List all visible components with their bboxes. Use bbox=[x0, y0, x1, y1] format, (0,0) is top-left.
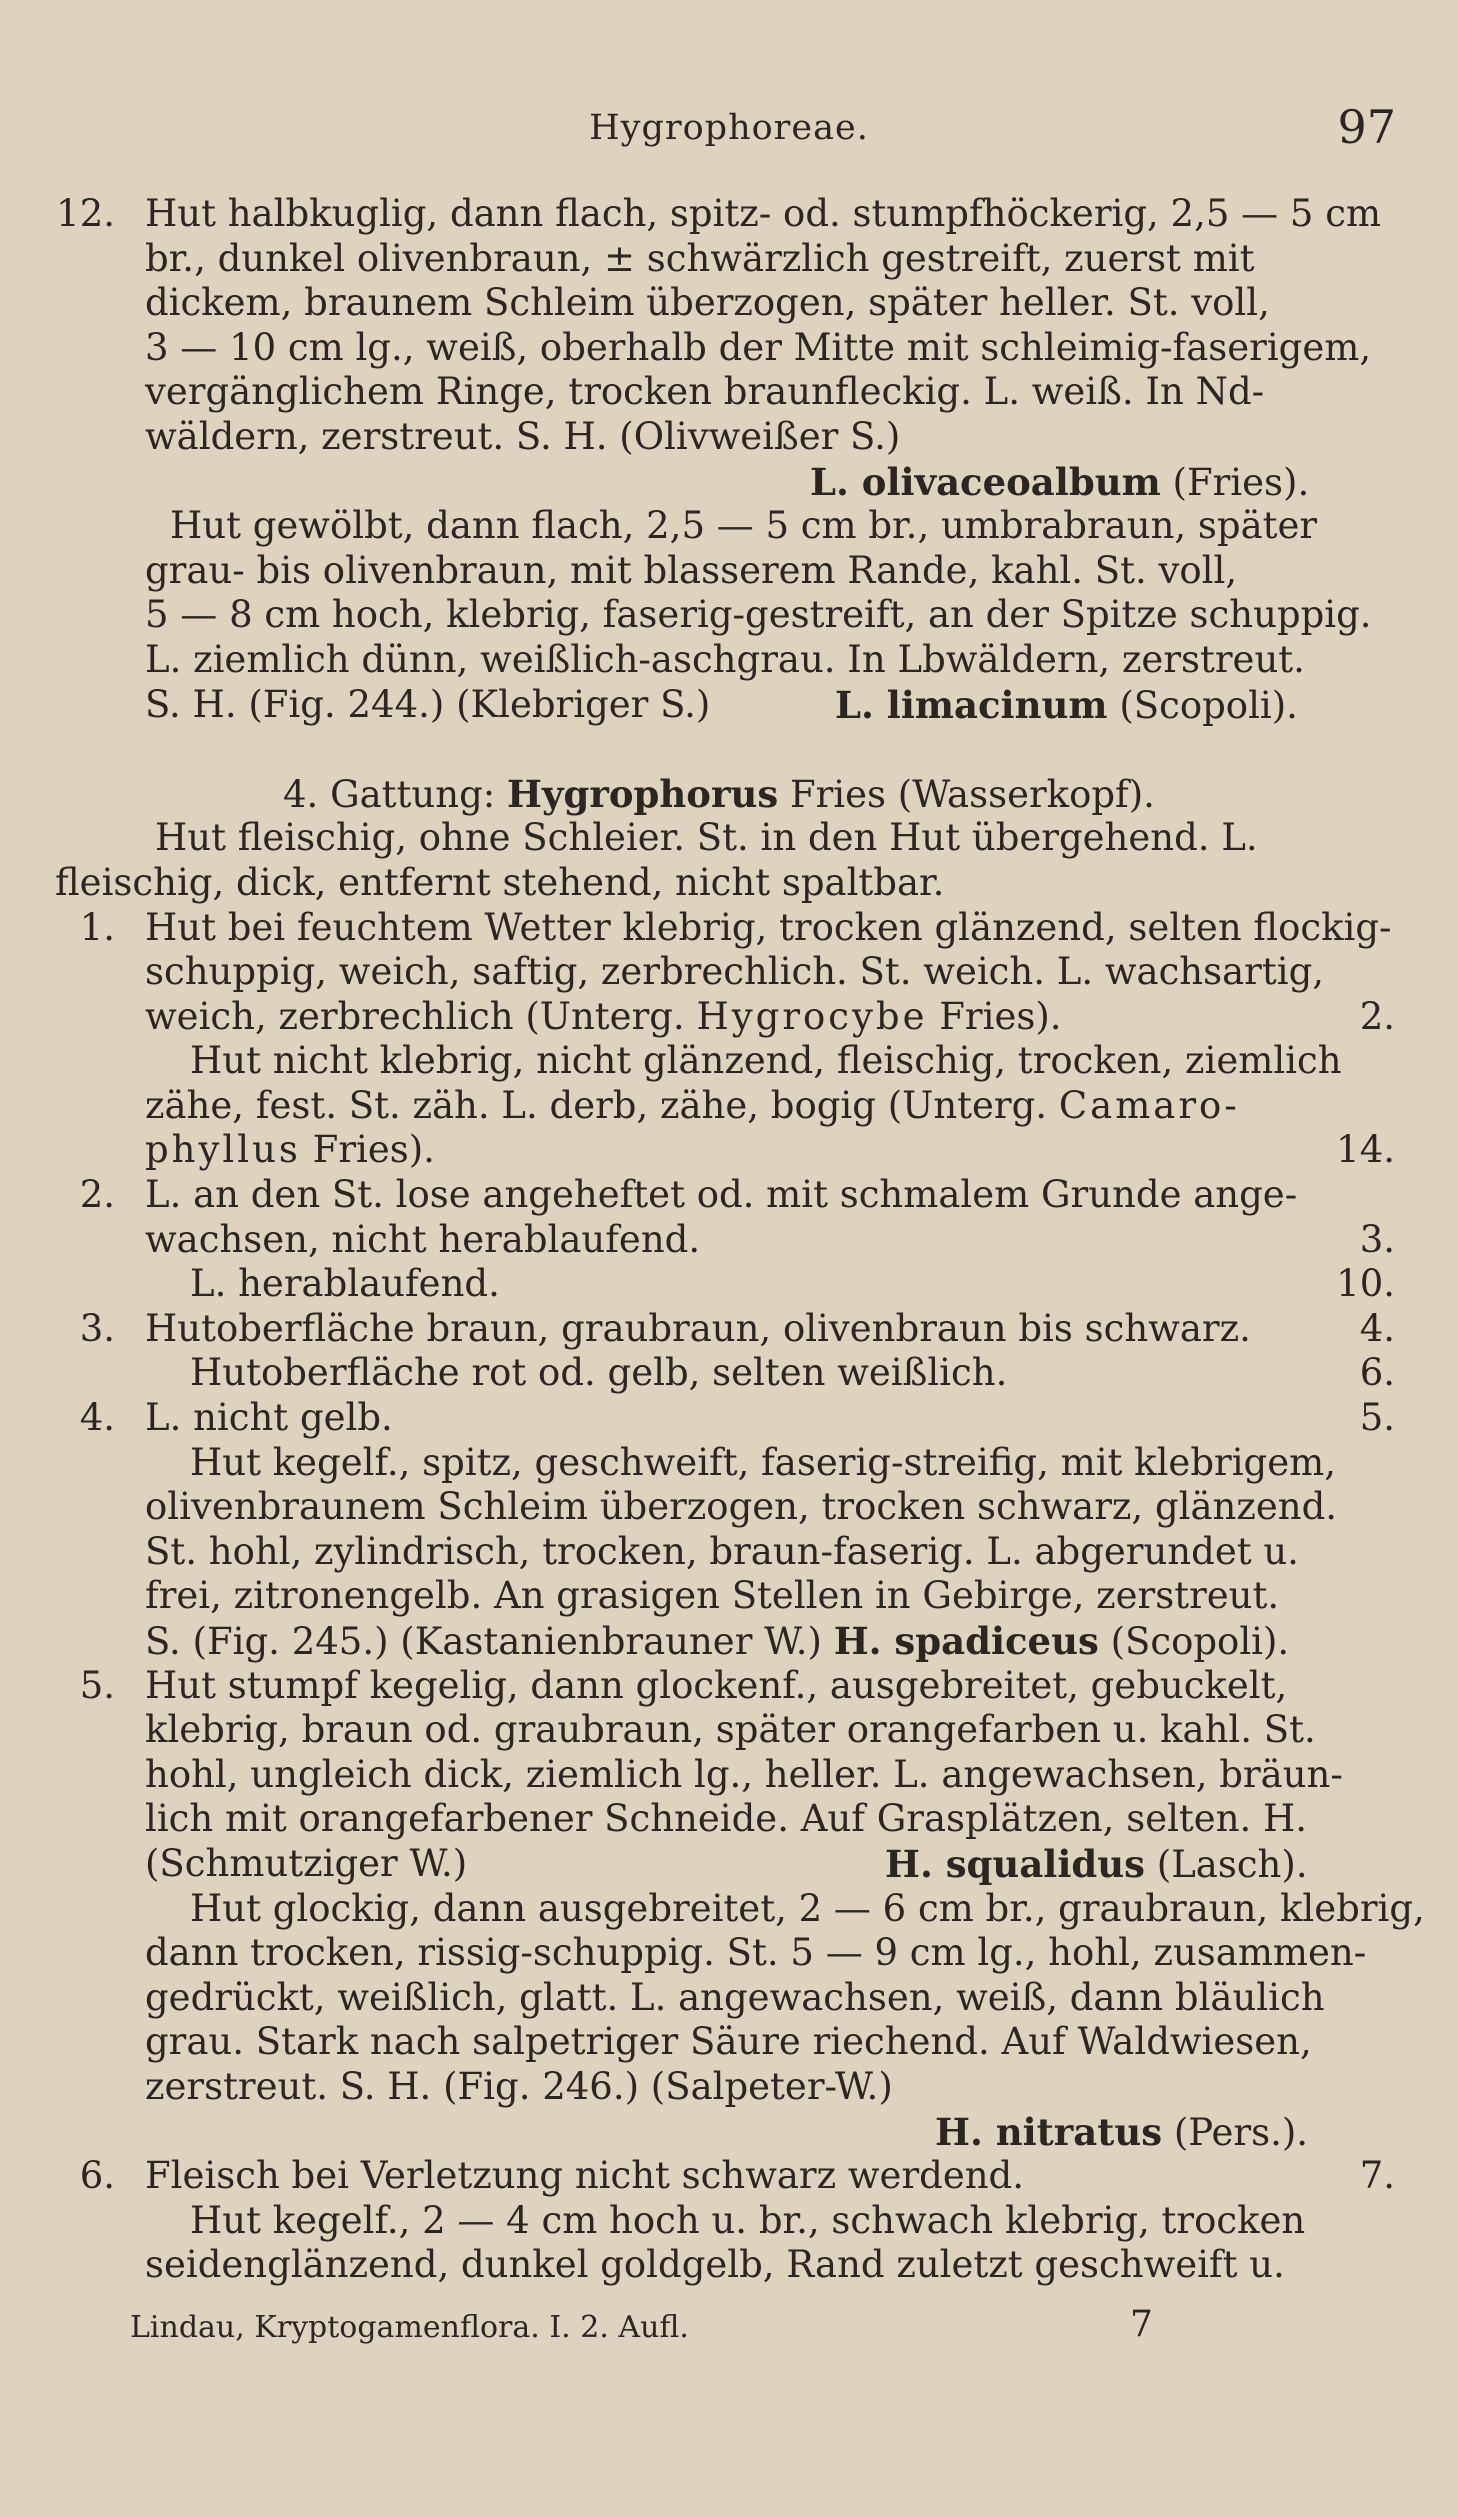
signature-mark: 7 bbox=[1130, 2304, 1153, 2345]
text-line: 6. Fleisch bei Verletzung nicht schwarz werdend. 7. bbox=[55, 2154, 1395, 2199]
text-line: lich mit orangefarbener Schneide. Auf Grasplätzen, selten. H. bbox=[145, 1797, 1308, 1841]
text-line: klebrig, braun od. graubraun, später orangefarben u. kahl. St. bbox=[145, 1708, 1316, 1752]
text-line: L. herablaufend. 10. bbox=[190, 1262, 1395, 1306]
text-line: dann trocken, rissig-schuppig. St. 5 — 9 cm lg., hohl, zusammen- bbox=[145, 1931, 1367, 1975]
text-line: grau. Stark nach salpetriger Säure riechend. Auf Waldwiesen, bbox=[145, 2020, 1312, 2064]
key-number: 5. bbox=[79, 1663, 115, 1707]
text-line: wachsen, nicht herablaufend. 3. bbox=[145, 1217, 1395, 1261]
text-line: frei, zitronengelb. An grasigen Stellen in Gebirge, zerstreut. bbox=[145, 1574, 1280, 1618]
footer-reference: Lindau, Kryptogamenflora. I. 2. Aufl. bbox=[130, 2310, 689, 2345]
key-number: 2. bbox=[79, 1173, 115, 1217]
species-name: H. spadiceus bbox=[833, 1619, 1099, 1663]
text-line: Hut glockig, dann ausgebreitet, 2 — 6 cm br., graubraun, klebrig, bbox=[190, 1886, 1425, 1930]
text-line: S. (Fig. 245.) (Kastanienbrauner W.) H. spadiceus (Scopoli). bbox=[145, 1619, 1290, 1663]
lead-number: 6. bbox=[1359, 1351, 1395, 1395]
running-title: Hygrophoreae. bbox=[589, 108, 869, 148]
lead-number: 2. bbox=[1359, 994, 1395, 1038]
text-line: dickem, braunem Schleim überzogen, später heller. St. voll, bbox=[145, 281, 1270, 325]
page-header bbox=[0, 100, 1458, 160]
text-line: 1. Hut bei feuchtem Wetter klebrig, trocken glänzend, selten flockig- bbox=[55, 906, 1395, 951]
text-line: 3. Hutoberfläche braun, graubraun, olivenbraun bis schwarz. 4. bbox=[55, 1307, 1395, 1352]
lead-number: 4. bbox=[1359, 1306, 1395, 1350]
species-name: H. nitratus bbox=[935, 2109, 1163, 2154]
text-line: 12. Hut halbkuglig, dann flach, spitz- od. stumpfhöckerig, 2,5 — 5 cm bbox=[56, 192, 1382, 235]
text-line: seidenglänzend, dunkel goldgelb, Rand zuletzt geschweift u. bbox=[145, 2243, 1285, 2287]
key-number: 6. bbox=[79, 2154, 115, 2198]
text-line: 4. L. nicht gelb. 5. bbox=[55, 1396, 1395, 1441]
text-line: fleischig, dick, entfernt stehend, nicht spaltbar. bbox=[55, 860, 945, 904]
text-line: gedrückt, weißlich, glatt. L. angewachsen, weiß, dann bläulich bbox=[145, 1975, 1325, 2019]
text-line: 2. L. an den St. lose angeheftet od. mit schmalem Grunde ange- bbox=[55, 1173, 1395, 1218]
key-number: 4. bbox=[79, 1396, 115, 1440]
species-name-line: H. nitratus (Pers.). bbox=[935, 2109, 1309, 2154]
text-line: 3 — 10 cm lg., weiß, oberhalb der Mitte mit schleimig-faserigem, bbox=[145, 325, 1372, 369]
lead-number: 14. bbox=[1336, 1128, 1395, 1172]
text-line: St. hohl, zylindrisch, trocken, braun-faserig. L. abgerundet u. bbox=[145, 1529, 1299, 1573]
text-line: vergänglichem Ringe, trocken braunfleckig. L. weiß. In Nd- bbox=[145, 370, 1265, 414]
lead-number: 3. bbox=[1359, 1217, 1395, 1261]
text-line: schuppig, weich, saftig, zerbrechlich. St. weich. L. wachsartig, bbox=[145, 950, 1325, 994]
text-line: S. H. (Fig. 244.) (Klebriger S.) L. limacinum (Scopoli). bbox=[145, 682, 1298, 727]
text-line: Hut kegelf., spitz, geschweift, faserig-streifig, mit klebrigem, bbox=[190, 1440, 1336, 1484]
page-footer bbox=[130, 2304, 1153, 2345]
text-line: phyllus Fries). 14. bbox=[145, 1128, 1395, 1172]
species-name: L. olivaceoalbum bbox=[810, 459, 1161, 504]
text-line: grau- bis olivenbraun, mit blasserem Rande, kahl. St. voll, bbox=[145, 548, 1238, 592]
page-number: 97 bbox=[1337, 100, 1396, 154]
text-line: hohl, ungleich dick, ziemlich lg., heller. L. angewachsen, bräun- bbox=[145, 1752, 1343, 1796]
text-line: (Schmutziger W.) H. squalidus (Lasch). bbox=[145, 1841, 1308, 1886]
text-line: L. ziemlich dünn, weißlich-aschgrau. In Lbwäldern, zerstreut. bbox=[145, 637, 1305, 681]
text-line: Hutoberfläche rot od. gelb, selten weißlich. 6. bbox=[190, 1351, 1395, 1395]
lead-number: 7. bbox=[1359, 2154, 1395, 2198]
key-number: 1. bbox=[79, 905, 115, 949]
lead-number: 5. bbox=[1359, 1396, 1395, 1440]
species-name: H. squalidus bbox=[885, 1841, 1146, 1886]
text-line: zähe, fest. St. zäh. L. derb, zähe, bogig (Unterg. Camaro- bbox=[145, 1083, 1240, 1127]
text-line: wäldern, zerstreut. S. H. (Olivweißer S.) bbox=[145, 414, 901, 458]
genus-heading: 4. Gattung: Hygrophorus Fries (Wasserkopf). bbox=[283, 771, 1155, 816]
key-number: 3. bbox=[79, 1306, 115, 1350]
lead-number: 10. bbox=[1336, 1262, 1395, 1306]
species-name: L. limacinum bbox=[835, 682, 1108, 727]
text-line: Hut nicht klebrig, nicht glänzend, fleischig, trocken, ziemlich bbox=[190, 1039, 1342, 1083]
genus-name: Hygrophorus bbox=[507, 771, 779, 816]
text-body bbox=[55, 192, 1425, 2288]
text-line: 5. Hut stumpf kegelig, dann glockenf., ausgebreitet, gebuckelt, bbox=[55, 1664, 1395, 1709]
blank-line bbox=[55, 727, 1395, 772]
text-line: olivenbraunem Schleim überzogen, trocken schwarz, glänzend. bbox=[145, 1485, 1338, 1529]
text-line: 5 — 8 cm hoch, klebrig, faserig-gestreift, an der Spitze schuppig. bbox=[145, 593, 1372, 637]
text-line: Hut gewölbt, dann flach, 2,5 — 5 cm br., umbrabraun, später bbox=[170, 504, 1318, 548]
text-line: Hut fleischig, ohne Schleier. St. in den Hut übergehend. L. bbox=[155, 816, 1258, 860]
key-number: 12. bbox=[56, 192, 115, 235]
text-line: zerstreut. S. H. (Fig. 246.) (Salpeter-W.) bbox=[145, 2064, 893, 2108]
species-name-line: L. olivaceoalbum (Fries). bbox=[810, 459, 1310, 504]
text-line: br., dunkel olivenbraun, ± schwärzlich gestreift, zuerst mit bbox=[145, 236, 1255, 280]
text-line: Hut kegelf., 2 — 4 cm hoch u. br., schwach klebrig, trocken bbox=[190, 2198, 1306, 2242]
text-line: weich, zerbrechlich (Unterg. Hygrocybe Fries). 2. bbox=[145, 994, 1395, 1038]
